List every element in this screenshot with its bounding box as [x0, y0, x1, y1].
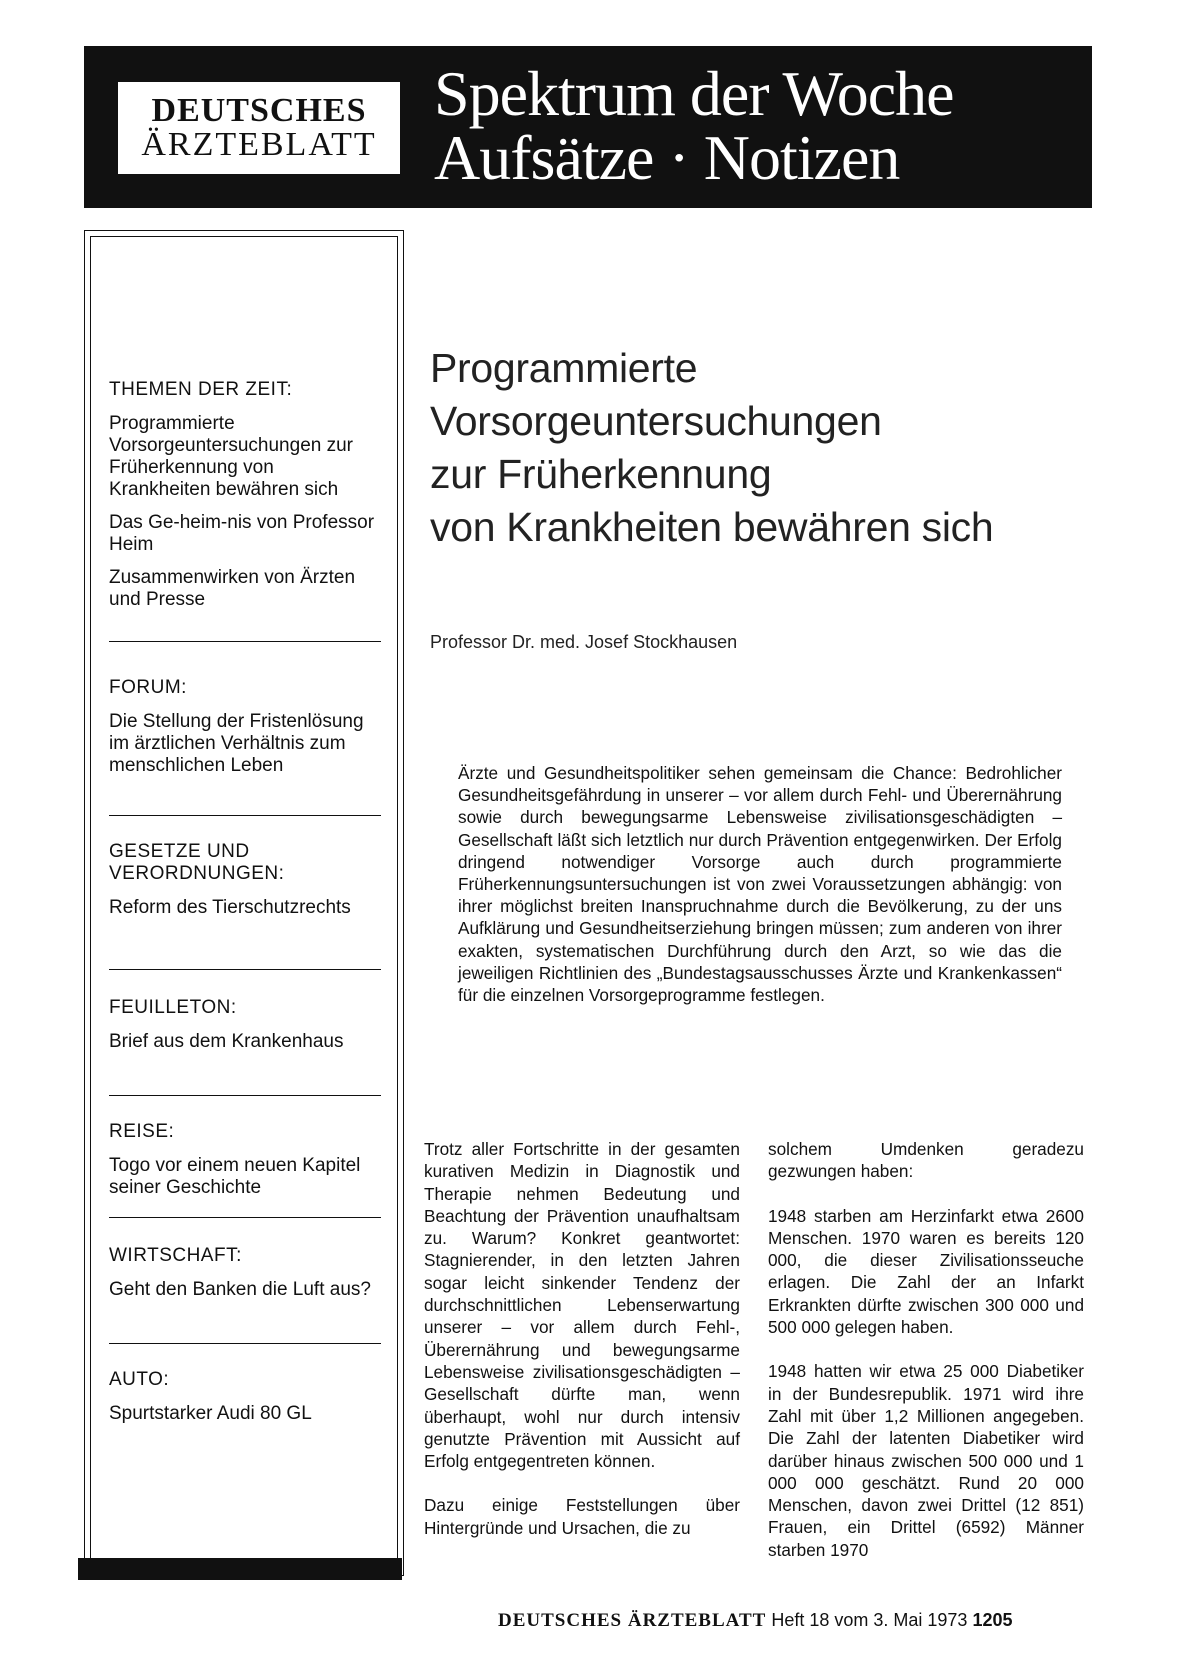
logo-line-1: DEUTSCHES — [151, 92, 367, 129]
toc-heading: AUTO: — [109, 1369, 170, 1390]
article-column-2 — [768, 1138, 1084, 1583]
article-title-line: Vorsorgeuntersuchungen — [430, 398, 882, 444]
toc-heading: FEUILLETON: — [109, 997, 237, 1018]
article-paragraph: solchem Umdenken geradezu gezwungen haben: — [768, 1139, 1084, 1182]
article-paragraph: Trotz aller Fortschritte in der gesamten kurativen Medizin in Diagnostik und Therapie nehmen Bedeutung und Beachtung der Prävention unaufhaltsam zu. Warum? Konkret geantwortet: Stagnierender, in den letzten Jahren sogar leicht sinkender Tendenz der durchschnittlichen Lebenserwartung unserer – vor allem durch Fehl-, Überernährung und bewegungsarme Lebensweise zivilisationsgeschädigten – Gesellschaft dürfte man, wenn überhaupt, wohl nur durch intensiv genutzte Prävention mit Aussicht auf Erfolg entgegentreten können. — [424, 1139, 740, 1472]
toc-section-wirtschaft — [109, 1245, 379, 1312]
article-paragraph: 1948 starben am Herzinfarkt etwa 2600 Menschen. 1970 waren es bereits 120 000, die dieser Zivilisationsseuche erlagen. Die Zahl der an Infarkt Erkrankten dürfte zwischen 300 000 und 500 000 gelegen haben. — [768, 1205, 1084, 1338]
masthead — [84, 46, 1092, 208]
page-footer — [498, 1610, 1013, 1632]
toc-item[interactable]: Togo vor einem neuen Kapitel seiner Geschichte — [109, 1155, 361, 1198]
toc-item[interactable]: Zusammenwirken von Ärzten und Presse — [109, 567, 356, 610]
toc-divider — [109, 815, 381, 816]
article-author: Professor Dr. med. Josef Stockhausen — [430, 632, 738, 652]
toc-item[interactable]: Die Stellung der Fristenlösung im ärztlichen Verhältnis zum menschlichen Leben — [109, 711, 364, 776]
toc-heading: WIRTSCHAFT: — [109, 1245, 242, 1266]
article-title-line: von Krankheiten bewähren sich — [430, 504, 994, 550]
toc-divider — [109, 1217, 381, 1218]
toc-section-reise — [109, 1121, 379, 1210]
footer-journal-name: DEUTSCHES ÄRZTEBLATT — [498, 1610, 767, 1631]
toc-item[interactable]: Geht den Banken die Luft aus? — [109, 1279, 371, 1300]
toc-section-forum — [109, 677, 379, 788]
sidebar-base-bar — [78, 1558, 402, 1580]
article-column-1 — [424, 1138, 740, 1561]
toc-divider — [109, 1343, 381, 1344]
section-title-line-1: Spektrum der Woche — [434, 58, 954, 129]
toc-heading: REISE: — [109, 1121, 175, 1142]
toc-divider — [109, 969, 381, 970]
toc-section-gesetze — [109, 841, 379, 930]
article-paragraph: Dazu einige Feststellungen über Hintergründe und Ursachen, die zu — [424, 1495, 740, 1538]
toc-heading: GESETZE UND VERORDNUNGEN: — [109, 841, 285, 884]
article-title-line: zur Früherkennung — [430, 451, 772, 497]
toc-item[interactable]: Programmierte Vorsorgeuntersuchungen zur Früherkennung von Krankheiten bewähren sich — [109, 413, 353, 500]
toc-item[interactable]: Reform des Tierschutzrechts — [109, 897, 351, 918]
toc-item[interactable]: Das Ge-heim-nis von Professor Heim — [109, 512, 375, 555]
footer-issue: Heft 18 vom 3. Mai 1973 — [771, 1610, 968, 1630]
page-number: 1205 — [972, 1610, 1013, 1630]
article-title — [430, 342, 1110, 554]
toc-divider — [109, 1095, 381, 1096]
logo-line-2: ÄRZTEBLATT — [141, 126, 377, 163]
toc-item[interactable]: Brief aus dem Krankenhaus — [109, 1031, 344, 1052]
toc-item[interactable]: Spurtstarker Audi 80 GL — [109, 1403, 312, 1424]
toc-section-feuilleton — [109, 997, 379, 1064]
article-title-line: Programmierte — [430, 345, 698, 391]
toc-divider — [109, 641, 381, 642]
section-title-line-2: Aufsätze · Notizen — [434, 122, 900, 193]
journal-logo — [116, 80, 402, 176]
section-title — [434, 58, 1082, 193]
article-paragraph: 1948 hatten wir etwa 25 000 Diabetiker in der Bundesrepublik. 1971 wird ihre Zahl mit über 1,2 Millionen angegeben. Die Zahl der latenten Diabetiker wird darüber hinaus zwischen 500 000 und 1 000 000 geschätzt. Rund 20 000 Menschen, davon zwei Drittel (12 851) Frauen, ein Drittel (6592) Männer starben 1970 — [768, 1361, 1084, 1560]
toc-section-themen — [109, 379, 379, 622]
toc-section-auto — [109, 1369, 379, 1436]
contents-sidebar — [84, 230, 404, 1576]
article-lead: Ärzte und Gesundheitspolitiker sehen gemeinsam die Chance: Bedrohlicher Gesundheitsgefährdung in unserer – vor allem durch Fehl- und Überernährung sowie durch bewegungsarme Lebensweise zivilisationsgeschädigten – Gesellschaft läßt sich letztlich nur durch Prävention entgegenwirken. Der Erfolg dringend notwendiger Vorsorge auch durch programmierte Früherkennungsuntersuchungen ist von zwei Voraussetzungen abhängig: von ihrer möglichst breiten Inanspruchnahme durch die Bevölkerung, zu der uns Aufklärung und Gesundheitserziehung bringen müssen; zum anderen von ihrer exakten, systematischen Durchführung durch den Arzt, so wie das die jeweiligen Richtlinien des „Bundestagsausschusses Ärzte und Krankenkassen“ für die einzelnen Vorsorgeprogramme festlegen. — [458, 763, 1062, 1006]
toc-heading: FORUM: — [109, 677, 187, 698]
toc-heading: THEMEN DER ZEIT: — [109, 379, 293, 400]
